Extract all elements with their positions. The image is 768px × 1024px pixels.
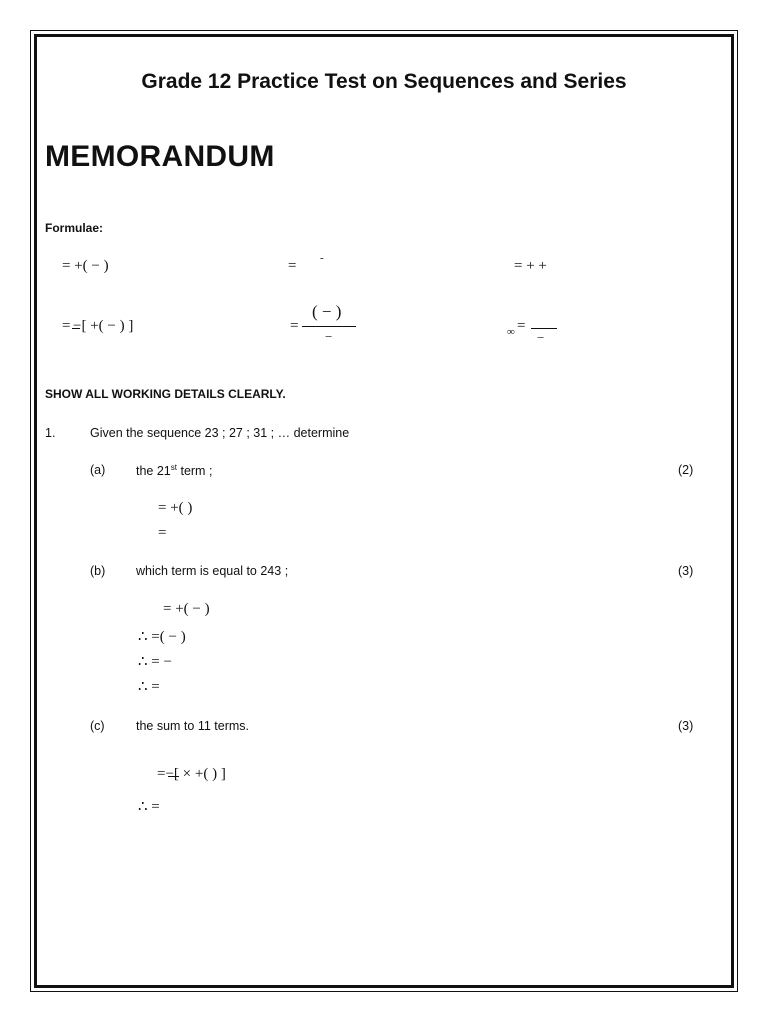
formula-geometric-sum-fraction-bar: [302, 326, 356, 327]
part-a-marks: (2): [678, 463, 694, 477]
formula-geometric-exponent: -: [320, 252, 324, 264]
part-b-working-line-1: = +( − ): [163, 601, 210, 617]
formula-geometric-term: =: [288, 258, 297, 274]
formula-arithmetic-sum: −[ +( − ) ]: [73, 318, 134, 334]
formulae-label: Formulae:: [45, 221, 104, 235]
document-title: Grade 12 Practice Test on Sequences and Series: [141, 70, 627, 93]
part-b-working-line-3: ∴ = −: [138, 654, 172, 670]
part-c-working-line-1: =−[ × +( ) ]: [157, 766, 226, 782]
formula-geometric-sum-denominator: −: [325, 329, 333, 344]
part-b-working-line-4: ∴ =: [138, 679, 160, 695]
part-a-working-line-1: = +( ): [158, 500, 193, 516]
part-c-label: (c): [90, 719, 105, 733]
part-a-text: the 21st term ;: [136, 463, 213, 479]
formula-infinite-sum-eq: =: [517, 318, 526, 334]
part-c-text: the sum to 11 terms.: [136, 719, 250, 733]
part-c-marks: (3): [678, 719, 694, 733]
question-text: Given the sequence 23 ; 27 ; 31 ; … determine: [90, 426, 350, 440]
formula-infinite-sum-fraction-bar: [531, 328, 557, 329]
formula-arithmetic-term: = +( − ): [62, 258, 109, 274]
formula-infinite-sum-denominator: −: [537, 330, 545, 345]
formula-geometric-sum-numerator: ( − ): [312, 302, 342, 321]
part-a-label: (a): [90, 463, 106, 477]
instruction-text: SHOW ALL WORKING DETAILS CLEARLY.: [45, 387, 286, 401]
part-b-working-line-2: ∴ =( − ): [138, 629, 186, 645]
page-border-inner: [34, 34, 734, 988]
formula-geometric-sum-eq: =: [290, 318, 299, 334]
formula-arithmetic-sum-fraction-bar: [72, 328, 80, 329]
formula-quadratic-term: = + +: [514, 258, 547, 274]
question-number: 1.: [45, 426, 56, 440]
formula-arithmetic-sum-eq: =: [62, 318, 71, 334]
part-b-marks: (3): [678, 564, 694, 578]
part-c-fraction-bar: [168, 776, 179, 777]
part-b-label: (b): [90, 564, 106, 578]
part-a-working-line-2: =: [158, 525, 167, 541]
part-c-working-line-2: ∴ =: [138, 799, 160, 815]
memorandum-heading: MEMORANDUM: [45, 140, 275, 173]
formula-infinity-symbol: ∞: [507, 326, 515, 338]
part-b-text: which term is equal to 243 ;: [136, 564, 289, 578]
